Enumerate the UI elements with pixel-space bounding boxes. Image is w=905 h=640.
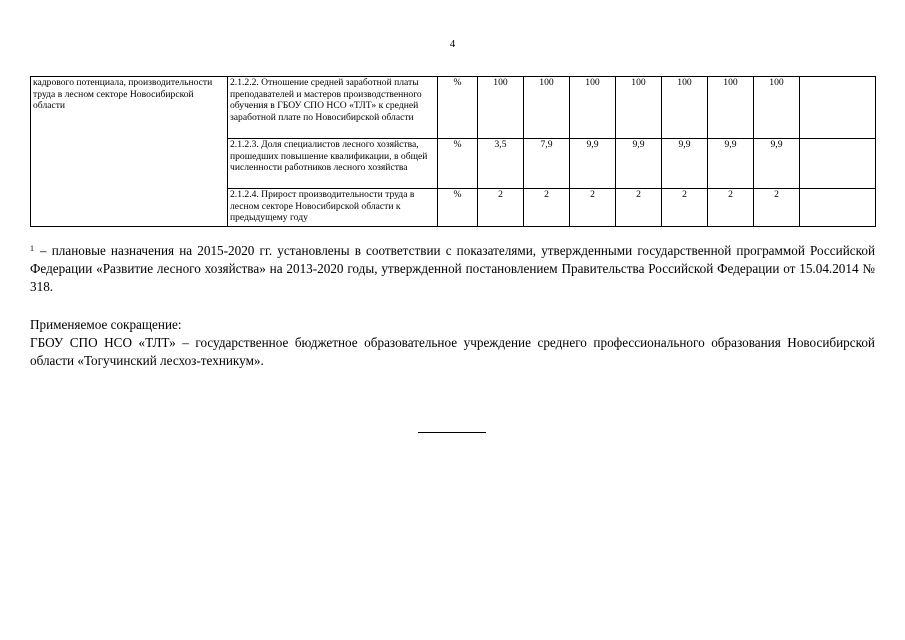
value-cell: 2 <box>708 189 754 227</box>
value-cell: 9,9 <box>616 139 662 189</box>
value-cell: 9,9 <box>570 139 616 189</box>
page-number: 4 <box>449 38 456 50</box>
value-cell: 2 <box>478 189 524 227</box>
abbreviations-title: Применяемое сокращение: <box>30 317 182 332</box>
value-cell: 2 <box>524 189 570 227</box>
goal-cell: кадрового потенциала, производительности труда в лесном секторе Новосибирской области <box>31 77 228 227</box>
indicator-cell: 2.1.2.3. Доля специалистов лесного хозяйства, прошедших повышение квалификации, в общей численности работников лесного хозяйства <box>228 139 438 189</box>
value-cell: 100 <box>708 77 754 139</box>
value-cell: 9,9 <box>708 139 754 189</box>
value-cell: 3,5 <box>478 139 524 189</box>
footnote-marker: 1 <box>30 244 34 253</box>
unit-cell: % <box>438 189 478 227</box>
note-cell <box>800 77 876 139</box>
abbreviations-text: ГБОУ СПО НСО «ТЛТ» – государственное бюджетное образовательное учреждение среднего профессионального образования Новосибирской области «Тогучинский лесхоз-техникум». <box>30 335 875 368</box>
value-cell: 100 <box>478 77 524 139</box>
value-cell: 7,9 <box>524 139 570 189</box>
end-of-document-line <box>418 432 486 433</box>
value-cell: 100 <box>524 77 570 139</box>
value-cell: 9,9 <box>662 139 708 189</box>
value-cell: 2 <box>754 189 800 227</box>
value-cell: 100 <box>570 77 616 139</box>
footnote-text: – плановые назначения на 2015-2020 гг. установлены в соответствии с показателями, утвержденными государственной программой Российской Федерации «Развитие лесного хозяйства» на 2013-2020 годы, утвержденной постановлением Правительства Российской Федерации от 15.04.2014 № 318. <box>30 243 875 294</box>
table-row <box>31 77 876 139</box>
value-cell: 100 <box>754 77 800 139</box>
unit-cell: % <box>438 77 478 139</box>
value-cell: 2 <box>616 189 662 227</box>
abbreviations-block <box>30 316 875 370</box>
note-cell <box>800 139 876 189</box>
unit-cell: % <box>438 139 478 189</box>
indicator-cell: 2.1.2.4. Прирост производительности труда в лесном секторе Новосибирской области к предыдущему году <box>228 189 438 227</box>
value-cell: 9,9 <box>754 139 800 189</box>
value-cell: 100 <box>662 77 708 139</box>
value-cell: 2 <box>662 189 708 227</box>
value-cell: 100 <box>616 77 662 139</box>
indicator-cell: 2.1.2.2. Отношение средней заработной платы преподавателей и мастеров производственного обучения в ГБОУ СПО НСО «ТЛТ» к средней заработной плате по Новосибирской области <box>228 77 438 139</box>
value-cell: 2 <box>570 189 616 227</box>
note-cell <box>800 189 876 227</box>
indicators-table <box>30 76 876 227</box>
footnote <box>30 242 875 296</box>
